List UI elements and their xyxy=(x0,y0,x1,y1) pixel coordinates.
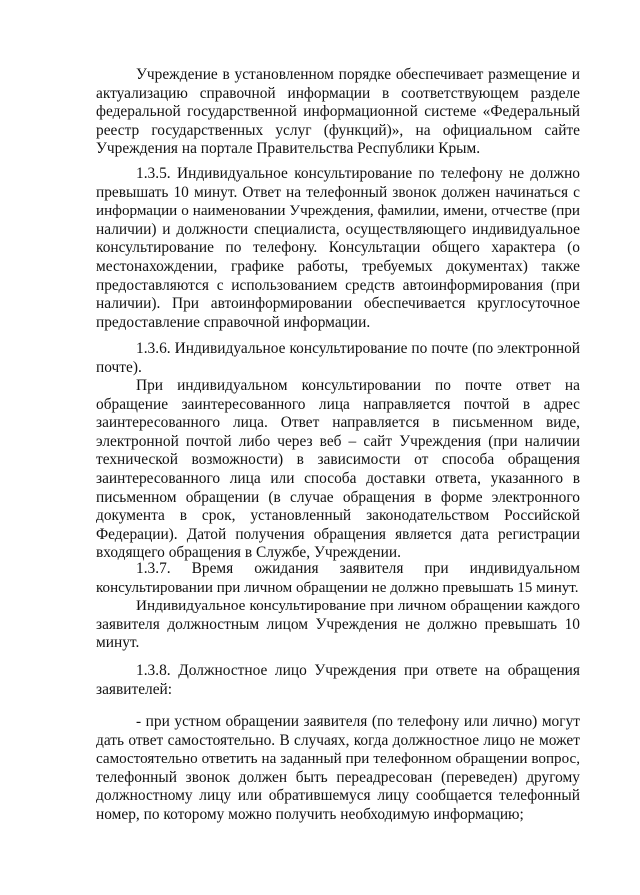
text-line: наличии). При автоинформировании обеспечивается круглосуточное xyxy=(96,295,580,313)
text-line: номер, по которому можно получить необходимую информацию; xyxy=(96,805,524,823)
text-line: должностному лицу или обратившемуся лицу сообщается телефонный xyxy=(96,787,580,805)
text-line: наличии) и должности специалиста, осуществляющего индивидуальное xyxy=(96,220,580,238)
text-line: почте). xyxy=(96,358,142,376)
text-line: минут. xyxy=(96,634,140,652)
text-line: заинтересованного лица или способа доставки ответа, указанного в xyxy=(96,469,580,487)
text-line: превышать 10 минут. Ответ на телефонный звонок должен начинаться с xyxy=(96,183,580,201)
text-line: консультирование по телефону. Консультации общего характера (о xyxy=(96,239,580,257)
text-line: реестр государственных услуг (функций)», на официальном сайте xyxy=(96,121,580,139)
paragraph-placement-info xyxy=(96,66,580,159)
paragraph-oral-request xyxy=(96,713,580,825)
text-line: технической возможности) в зависимости от способа обращения xyxy=(96,451,580,469)
text-line: самостоятельно ответить на заданный при телефонном обращении вопрос, xyxy=(96,751,580,768)
text-line: 1.3.7. Время ожидания заявителя при индивидуальном xyxy=(136,560,580,577)
text-line: телефонный звонок должен быть переадресован (переведен) другому xyxy=(96,768,580,786)
text-line: Учреждение в установленном порядке обеспечивает размещение и xyxy=(136,66,580,83)
paragraph-1-3-6 xyxy=(96,340,580,377)
text-line: актуализацию справочной информации в соответствующем разделе xyxy=(96,84,580,102)
text-line: местонахождении, графике работы, требуемых документах) также xyxy=(96,257,580,275)
text-line: электронной почтой либо через веб – сайт Учреждения (при наличии xyxy=(96,432,580,450)
text-line: Федерации). Датой получения обращения является дата регистрации xyxy=(96,525,580,543)
text-line: документа в срок, установленный законодательством Российской xyxy=(96,507,580,525)
text-line: Учреждения на портале Правительства Республики Крым. xyxy=(96,140,481,158)
paragraph-1-3-8 xyxy=(96,662,580,699)
text-line: обращение заинтересованного лица направляется почтой в адрес xyxy=(96,395,580,413)
text-line: заявителей: xyxy=(96,680,173,698)
text-line: заявителя должностным лицом Учреждения не должно превышать 10 xyxy=(96,615,580,633)
text-line: - при устном обращении заявителя (по телефону или лично) могут xyxy=(136,713,580,730)
text-line: входящего обращения в Службе, Учреждении. xyxy=(96,544,401,562)
text-line: дать ответ самостоятельно. В случаях, когда должностное лицо не может xyxy=(96,731,580,749)
text-line: 1.3.8. Должностное лицо Учреждения при ответе на обращения xyxy=(136,662,580,679)
text-line: предоставление справочной информации. xyxy=(96,313,371,331)
text-line: При индивидуальном консультировании по почте ответ на xyxy=(136,377,580,394)
text-line: предоставляются с использованием средств автоинформирования (при xyxy=(96,276,580,294)
paragraph-mail-consulting xyxy=(96,377,580,563)
text-line: Индивидуальное консультирование при личном обращении каждого xyxy=(136,597,580,614)
text-line: консультировании при личном обращении не должно превышать 15 минут. xyxy=(96,579,579,596)
paragraph-1-3-7 xyxy=(96,560,580,597)
text-line: 1.3.5. Индивидуальное консультирование по телефону не должно xyxy=(136,165,580,182)
text-line: 1.3.6. Индивидуальное консультирование по почте (по электронной xyxy=(136,340,580,357)
text-line: письменном обращении (в случае обращения в форме электронного xyxy=(96,488,580,506)
paragraph-personal-consulting xyxy=(96,597,580,653)
text-line: заинтересованного лица. Ответ направляется в письменном виде, xyxy=(96,414,580,432)
text-line: федеральной государственной информационной системе «Федеральный xyxy=(96,103,580,121)
text-line: информации о наименовании Учреждения, фамилии, имени, отчестве (при xyxy=(96,203,580,220)
paragraph-1-3-5 xyxy=(96,165,580,332)
